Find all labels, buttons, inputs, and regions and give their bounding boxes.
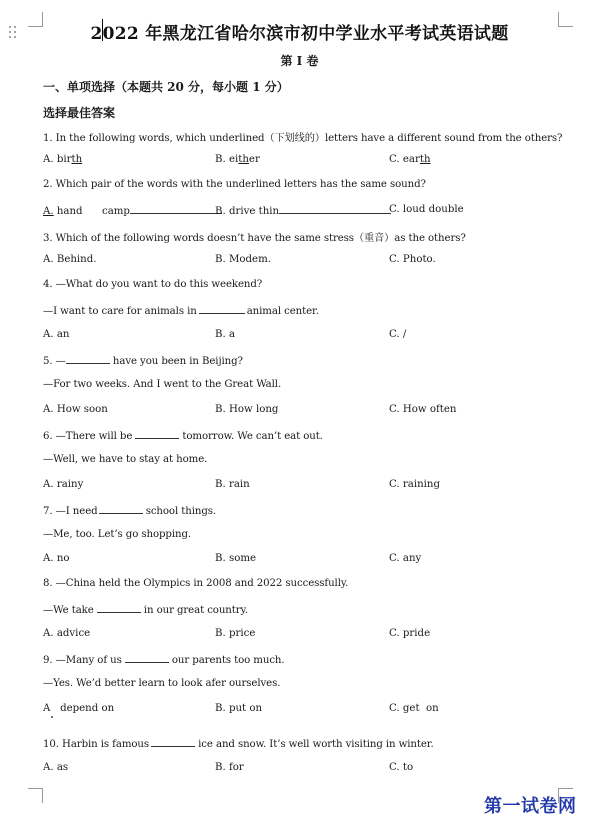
question-6-option-c: C. raining bbox=[389, 479, 441, 490]
question-5-option-c: C. How often bbox=[389, 404, 457, 415]
question-3-stem: 3. Which of the following words doesn’t have the same stress（重音）as the others? bbox=[43, 233, 466, 244]
question-2-option-c: C. loud double bbox=[389, 204, 464, 215]
question-8-stem: 8. —China held the Olympics in 2008 and 2022 successfully. bbox=[43, 578, 349, 589]
question-4-stem: 4. —What do you want to do this weekend? bbox=[43, 279, 263, 290]
question-5-option-a: A. How soon bbox=[43, 404, 108, 415]
question-7-option-a: A. no bbox=[43, 553, 70, 564]
question-1-option-b: B. either bbox=[215, 154, 260, 165]
question-8-option-b: B. price bbox=[215, 628, 256, 639]
question-6-stem: 6. —There will be tomorrow. We can’t eat out. bbox=[43, 431, 323, 442]
question-6-option-a: A. rainy bbox=[43, 479, 84, 490]
question-7-stem: 7. —I need school things. bbox=[43, 506, 217, 517]
volume-heading: 第 I 卷 bbox=[280, 54, 319, 68]
question-4-option-c: C. / bbox=[389, 329, 407, 340]
question-5-line-2: —For two weeks. And I went to the Great Wall. bbox=[43, 379, 282, 390]
question-2-option-a: A. hand camp bbox=[43, 204, 222, 217]
stray-dot-mark bbox=[51, 716, 53, 718]
question-7-option-c: C. any bbox=[389, 553, 422, 564]
question-9-line-2: —Yes. We’d better learn to look afer ourselves. bbox=[43, 678, 281, 689]
site-watermark-logo: 第一试卷网 bbox=[484, 796, 577, 817]
question-10-option-b: B. for bbox=[215, 762, 244, 773]
question-1-option-a: A. birth bbox=[43, 154, 83, 165]
question-7-line-2: —Me, too. Let’s go shopping. bbox=[43, 529, 192, 540]
page-corner-mark-bottom-left bbox=[28, 788, 43, 803]
question-2-option-b: B. drive thin bbox=[215, 204, 391, 217]
question-8-option-c: C. pride bbox=[389, 628, 431, 639]
question-9-option-a: A depend on bbox=[43, 703, 115, 714]
question-7-option-b: B. some bbox=[215, 553, 257, 564]
question-10-stem: 10. Harbin is famous ice and snow. It’s well worth visiting in winter. bbox=[43, 739, 434, 750]
question-2-stem: 2. Which pair of the words with the underlined letters has the same sound? bbox=[43, 179, 426, 190]
question-3-option-c: C. Photo. bbox=[389, 254, 436, 265]
page-title: 2022 年黑龙江省哈尔滨市初中学业水平考试英语试题 bbox=[90, 24, 509, 44]
section-heading: 一、单项选择（本题共 20 分，每小题 1 分） bbox=[43, 80, 289, 94]
question-1-stem: 1. In the following words, which underlined（下划线的）letters have a different sound from the others? bbox=[43, 133, 563, 144]
question-10-option-c: C. to bbox=[389, 762, 414, 773]
question-4-option-b: B. a bbox=[215, 329, 236, 340]
question-5-stem: 5. — have you been in Beijing? bbox=[43, 356, 243, 367]
question-8-option-a: A. advice bbox=[43, 628, 91, 639]
question-5-option-b: B. How long bbox=[215, 404, 279, 415]
question-4-option-a: A. an bbox=[43, 329, 70, 340]
question-10-option-a: A. as bbox=[43, 762, 69, 773]
question-1-option-c: C. earth bbox=[389, 154, 431, 165]
question-3-option-a: A. Behind. bbox=[43, 254, 97, 265]
question-4-line-2: —I want to care for animals in animal center. bbox=[43, 306, 319, 317]
question-9-stem: 9. —Many of us our parents too much. bbox=[43, 655, 285, 666]
question-6-line-2: —Well, we have to stay at home. bbox=[43, 454, 208, 465]
question-3-option-b: B. Modem. bbox=[215, 254, 271, 265]
question-6-option-b: B. rain bbox=[215, 479, 250, 490]
question-8-line-2: —We take in our great country. bbox=[43, 605, 248, 616]
question-9-option-b: B. put on bbox=[215, 703, 263, 714]
section-subheading: 选择最佳答案 bbox=[43, 106, 116, 120]
question-9-option-c: C. get on bbox=[389, 703, 439, 714]
